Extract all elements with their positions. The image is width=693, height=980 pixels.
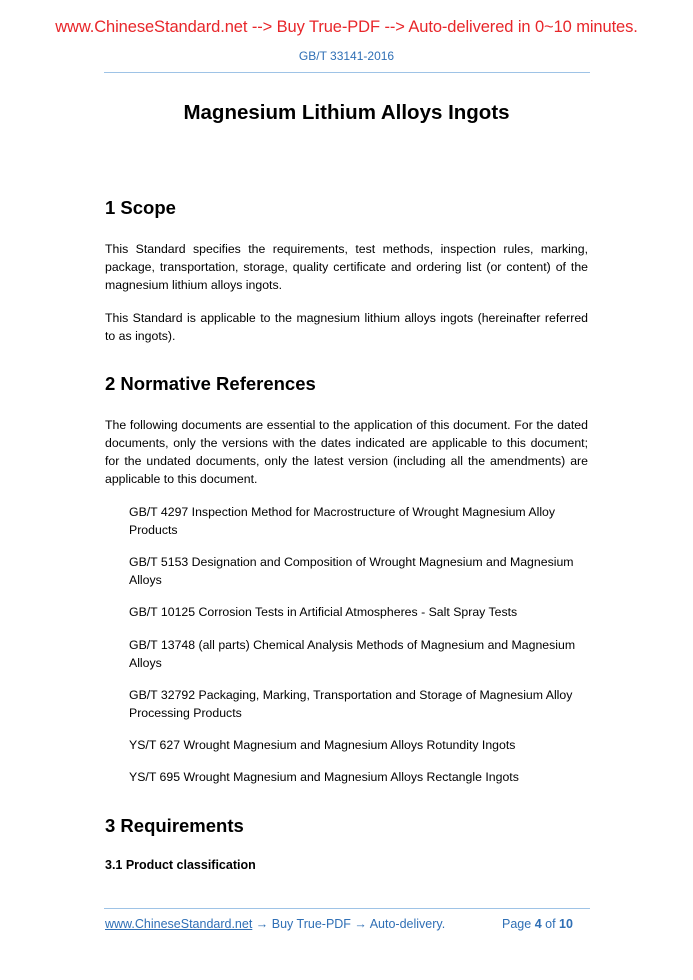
section-heading-scope: 1 Scope [105, 197, 176, 218]
reference-item: GB/T 10125 Corrosion Tests in Artificial Atmospheres - Salt Spray Tests [129, 605, 518, 619]
page-indicator [502, 917, 573, 931]
section-heading-normative-references: 2 Normative References [105, 373, 316, 394]
page-total: 10 [559, 917, 573, 931]
reference-item: GB/T 32792 Packaging, Marking, Transportation and Storage of Magnesium Alloy Processing Products [129, 688, 573, 720]
reference-item: GB/T 4297 Inspection Method for Macrostructure of Wrought Magnesium Alloy Products [129, 505, 556, 537]
reference-item: GB/T 5153 Designation and Composition of Wrought Magnesium and Magnesium Alloys [129, 555, 574, 587]
standard-code: GB/T 33141-2016 [298, 49, 395, 63]
subsection-heading-product-classification: 3.1 Product classification [105, 858, 256, 872]
reference-item: GB/T 13748 (all parts) Chemical Analysis Methods of Magnesium and Magnesium Alloys [129, 638, 576, 670]
reference-item: YS/T 627 Wrought Magnesium and Magnesium Alloys Rotundity Ingots [129, 738, 516, 752]
reference-item: YS/T 695 Wrought Magnesium and Magnesium Alloys Rectangle Ingots [129, 770, 519, 784]
header-divider [104, 72, 590, 73]
page-of-label: of [545, 917, 556, 931]
footer-divider [104, 908, 590, 909]
scope-paragraph-1: This Standard specifies the requirements, test methods, inspection rules, marking, package, transportation, storage, quality certificate and ordering list (or content) of the magnesium lithium alloys ingots. [105, 242, 588, 292]
footer-purchase-line [105, 917, 445, 931]
footer-site-link[interactable]: www.ChineseStandard.net [105, 917, 253, 931]
section-heading-requirements: 3 Requirements [105, 815, 244, 836]
page-label: Page [502, 917, 532, 931]
top-banner[interactable]: www.ChineseStandard.net --> Buy True-PDF --> Auto-delivered in 0~10 minutes. [55, 18, 638, 36]
footer-purchase-text: → Buy True-PDF → Auto-delivery. [252, 917, 446, 931]
normative-intro-paragraph: The following documents are essential to the application of this document. For the dated documents, only the versions with the dates indicated are applicable to this document; for the undated documents, only the latest version (including all the amendments) are applicable to this document. [105, 418, 588, 486]
document-title: Magnesium Lithium Alloys Ingots [183, 101, 510, 124]
scope-paragraph-2: This Standard is applicable to the magnesium lithium alloys ingots (hereinafter referred to as ingots). [105, 311, 588, 343]
page-current: 4 [534, 917, 542, 931]
